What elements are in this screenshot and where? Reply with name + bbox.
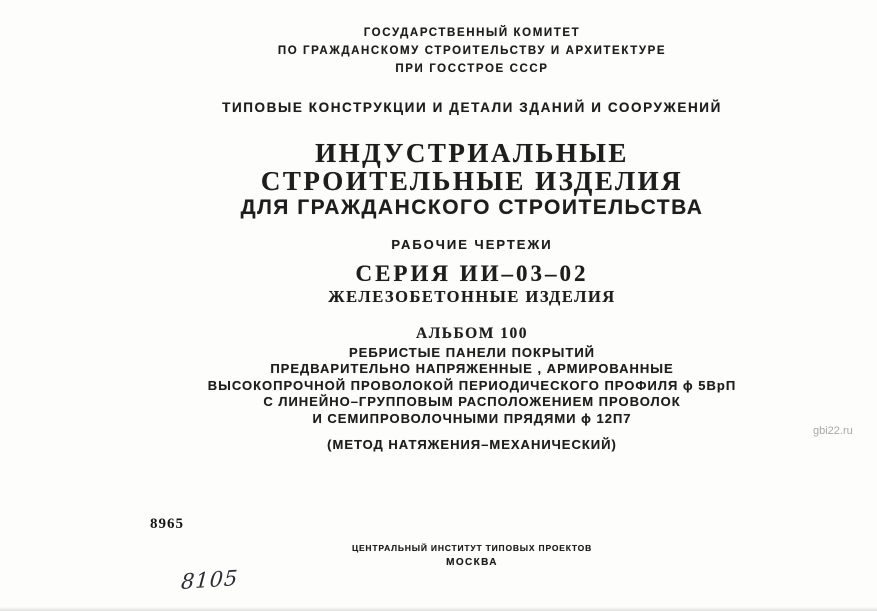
- album-description-line: ВЫСОКОПРОЧНОЙ ПРОВОЛОКОЙ ПЕРИОДИЧЕСКОГО ПРОФИЛЯ ϕ 5ВрП: [207, 378, 737, 393]
- series-subtitle: ЖЕЛЕЗОБЕТОННЫЕ ИЗДЕЛИЯ: [328, 287, 616, 306]
- committee-name-line2: ПО ГРАЖДАНСКОМУ СТРОИТЕЛЬСТВУ И АРХИТЕКТУРЕ: [277, 45, 667, 57]
- album-description-line: И СЕМИПРОВОЛОЧНЫМИ ПРЯДЯМИ ϕ 12П7: [312, 411, 632, 426]
- committee-name-line3: ПРИ ГОССТРОЕ СССР: [395, 63, 549, 75]
- album-heading: АЛЬБОМ 100: [416, 325, 528, 342]
- handwritten-inventory-number: 8105: [180, 565, 240, 595]
- tensioning-method-note: (МЕТОД НАТЯЖЕНИЯ–МЕХАНИЧЕСКИЙ): [327, 437, 617, 452]
- main-title-line2: СТРОИТЕЛЬНЫЕ ИЗДЕЛИЯ: [260, 166, 684, 196]
- committee-name-line1: ГОСУДАРСТВЕННЫЙ КОМИТЕТ: [363, 27, 581, 39]
- print-order-number: 8965: [150, 516, 184, 532]
- scan-bottom-edge-shadow: [0, 607, 877, 611]
- album-description-line: РЕБРИСТЫЕ ПАНЕЛИ ПОКРЫТИЙ: [349, 345, 595, 360]
- series-number: СЕРИЯ ИИ–03–02: [355, 261, 589, 286]
- publisher-name: ЦЕНТРАЛЬНЫЙ ИНСТИТУТ ТИПОВЫХ ПРОЕКТОВ: [351, 543, 593, 553]
- publisher-city: МОСКВА: [446, 557, 498, 568]
- working-drawings-label: РАБОЧИЕ ЧЕРТЕЖИ: [391, 237, 553, 252]
- main-title-line1: ИНДУСТРИАЛЬНЫЕ: [315, 138, 629, 168]
- series-banner: ТИПОВЫЕ КОНСТРУКЦИИ И ДЕТАЛИ ЗДАНИЙ И СООРУЖЕНИЙ: [222, 100, 722, 115]
- album-description-line: ПРЕДВАРИТЕЛЬНО НАПРЯЖЕННЫЕ , АРМИРОВАННЫЕ: [270, 361, 674, 376]
- main-title-line3: ДЛЯ ГРАЖДАНСКОГО СТРОИТЕЛЬСТВА: [240, 196, 704, 219]
- site-watermark: gbi22.ru: [813, 425, 853, 437]
- album-description-line: С ЛИНЕЙНО–ГРУППОВЫМ РАСПОЛОЖЕНИЕМ ПРОВОЛОК: [263, 394, 681, 409]
